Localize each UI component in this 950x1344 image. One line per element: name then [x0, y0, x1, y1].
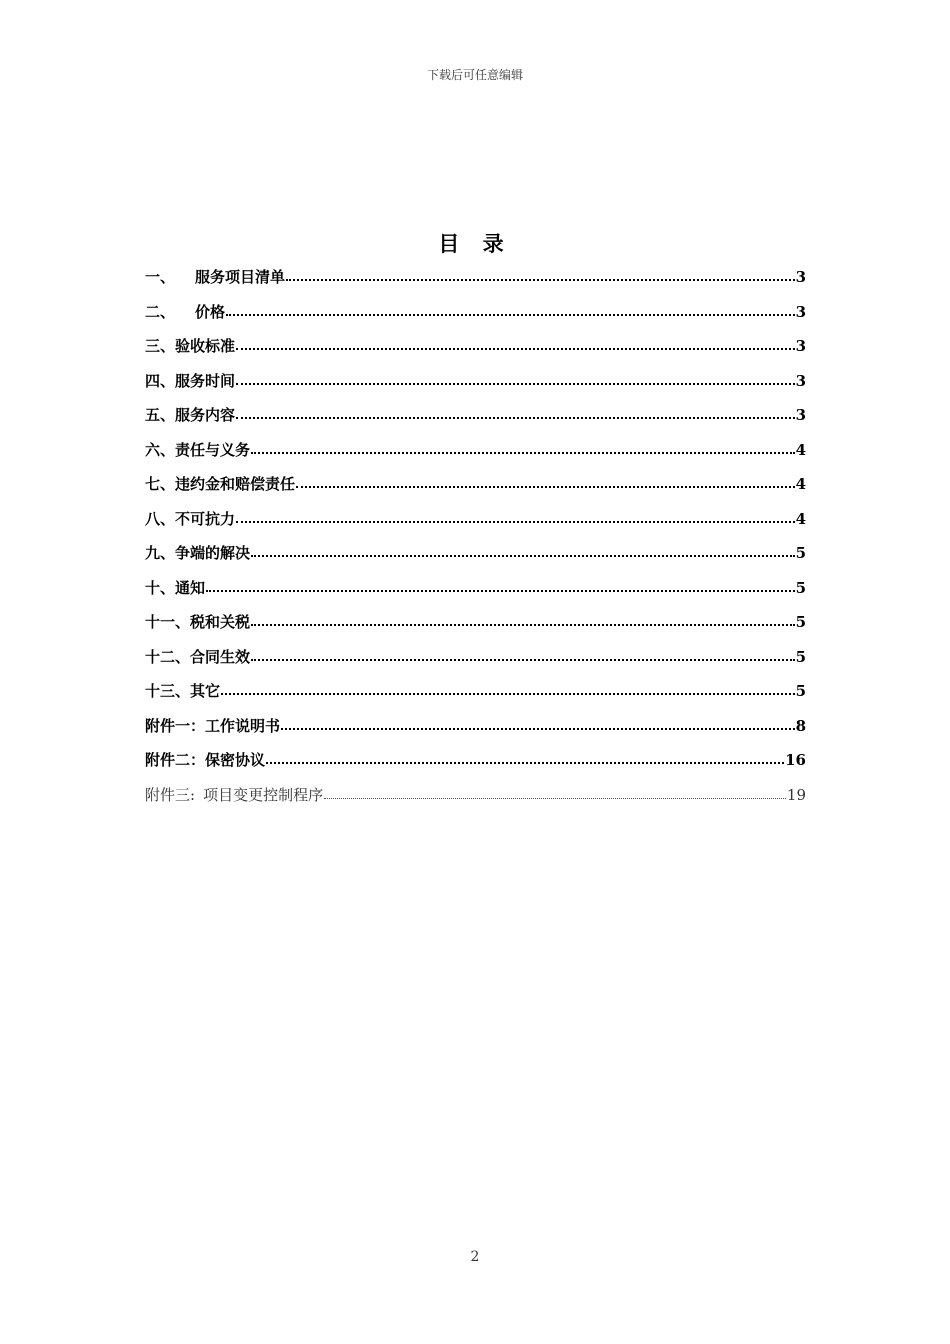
- toc-entry-number: 一、: [145, 268, 176, 286]
- toc-entry-page: 3: [795, 268, 806, 286]
- toc-leader-dots: [236, 510, 795, 524]
- toc-leader-dots: [296, 475, 795, 489]
- page-number: 2: [470, 1249, 480, 1265]
- toc-entry-number: 三、: [145, 337, 176, 355]
- toc-entry-label: 工作说明书: [205, 716, 281, 735]
- toc-entry-page: 5: [795, 544, 806, 562]
- toc-entry-label: 不可抗力: [175, 509, 236, 528]
- toc-entry-page: 3: [795, 406, 806, 424]
- toc-entry-number: 十一、: [145, 613, 191, 631]
- toc-entry-label: 项目变更控制程序: [203, 785, 324, 804]
- toc-entry-number: 十三、: [145, 682, 191, 700]
- toc-entry-penalty[interactable]: [145, 467, 806, 502]
- toc-entry-appendix-2[interactable]: [145, 743, 806, 778]
- toc-entry-number: 七、: [145, 475, 176, 493]
- toc-entry-label: 违约金和赔偿责任: [175, 475, 296, 493]
- toc-entry-label: 通知: [175, 578, 206, 597]
- toc-entry-page: 5: [795, 613, 806, 631]
- toc-entry-number: 五、: [145, 406, 176, 424]
- toc-entry-label: 服务时间: [175, 371, 236, 390]
- toc-entry-number: 八、: [145, 509, 176, 528]
- toc-entry-label: 价格: [195, 302, 226, 321]
- toc-entry-label: 责任与义务: [175, 440, 251, 459]
- toc-entry-appendix-3[interactable]: [145, 778, 806, 813]
- toc-leader-dots: [324, 786, 786, 800]
- toc-entry-label: 服务项目清单: [195, 268, 286, 286]
- toc-entry-service-list[interactable]: [145, 260, 806, 295]
- toc-entry-number: 附件二：: [145, 751, 206, 769]
- toc-entry-force-majeure[interactable]: [145, 502, 806, 537]
- toc-leader-dots: [206, 579, 795, 593]
- toc-title: 目 录: [438, 231, 512, 256]
- toc-entry-number: 二、: [145, 302, 176, 321]
- toc-entry-label: 验收标准: [175, 337, 236, 355]
- toc-leader-dots: [236, 372, 795, 386]
- toc-entry-notice[interactable]: [145, 571, 806, 606]
- toc-entry-page: 3: [795, 371, 806, 390]
- toc-entry-page: 8: [795, 716, 806, 735]
- toc-entry-number: 附件一：: [145, 716, 206, 735]
- toc-leader-dots: [236, 406, 795, 420]
- toc-entry-page: 19: [786, 785, 806, 804]
- toc-leader-dots: [266, 751, 784, 765]
- toc-entry-page: 3: [795, 337, 806, 355]
- toc-entry-service-time[interactable]: [145, 364, 806, 399]
- toc-entry-number: 四、: [145, 371, 176, 390]
- header-note: 下载后可任意编辑: [426, 68, 523, 82]
- toc-entry-price[interactable]: [145, 295, 806, 330]
- toc-leader-dots: [251, 441, 795, 455]
- toc-entry-page: 3: [795, 302, 806, 321]
- toc-entry-service-content[interactable]: [145, 398, 806, 433]
- toc-entry-appendix-1[interactable]: [145, 709, 806, 744]
- toc-leader-dots: [286, 268, 795, 282]
- toc-leader-dots: [221, 682, 795, 696]
- toc-leader-dots: [251, 544, 795, 558]
- toc-leader-dots: [236, 337, 795, 351]
- toc-entry-label: 税和关税: [190, 613, 251, 631]
- table-of-contents: [145, 260, 806, 812]
- toc-entry-disputes[interactable]: [145, 536, 806, 571]
- toc-entry-taxes[interactable]: [145, 605, 806, 640]
- toc-entry-page: 5: [795, 682, 806, 700]
- toc-leader-dots: [251, 613, 795, 627]
- toc-entry-label: 其它: [190, 682, 221, 700]
- toc-entry-page: 4: [795, 509, 806, 528]
- toc-entry-effectiveness[interactable]: [145, 640, 806, 675]
- toc-entry-number: 六、: [145, 440, 176, 459]
- toc-entry-number: 九、: [145, 544, 176, 562]
- toc-entry-label: 保密协议: [205, 751, 266, 769]
- toc-entry-number: 十、: [145, 578, 176, 597]
- toc-leader-dots: [251, 648, 795, 662]
- toc-entry-page: 5: [795, 578, 806, 597]
- toc-entry-label: 争端的解决: [175, 544, 251, 562]
- toc-entry-number: 附件三:: [145, 785, 196, 804]
- toc-entry-acceptance[interactable]: [145, 329, 806, 364]
- toc-entry-label: 合同生效: [190, 647, 251, 666]
- toc-entry-number: 十二、: [145, 647, 191, 666]
- toc-leader-dots: [281, 717, 795, 731]
- toc-leader-dots: [226, 303, 795, 317]
- toc-entry-page: 5: [795, 647, 806, 666]
- toc-entry-label: 服务内容: [175, 406, 236, 424]
- toc-entry-responsibilities[interactable]: [145, 433, 806, 468]
- toc-entry-other[interactable]: [145, 674, 806, 709]
- toc-entry-page: 4: [795, 475, 806, 493]
- toc-entry-page: 4: [795, 440, 806, 459]
- toc-entry-page: 16: [785, 751, 806, 769]
